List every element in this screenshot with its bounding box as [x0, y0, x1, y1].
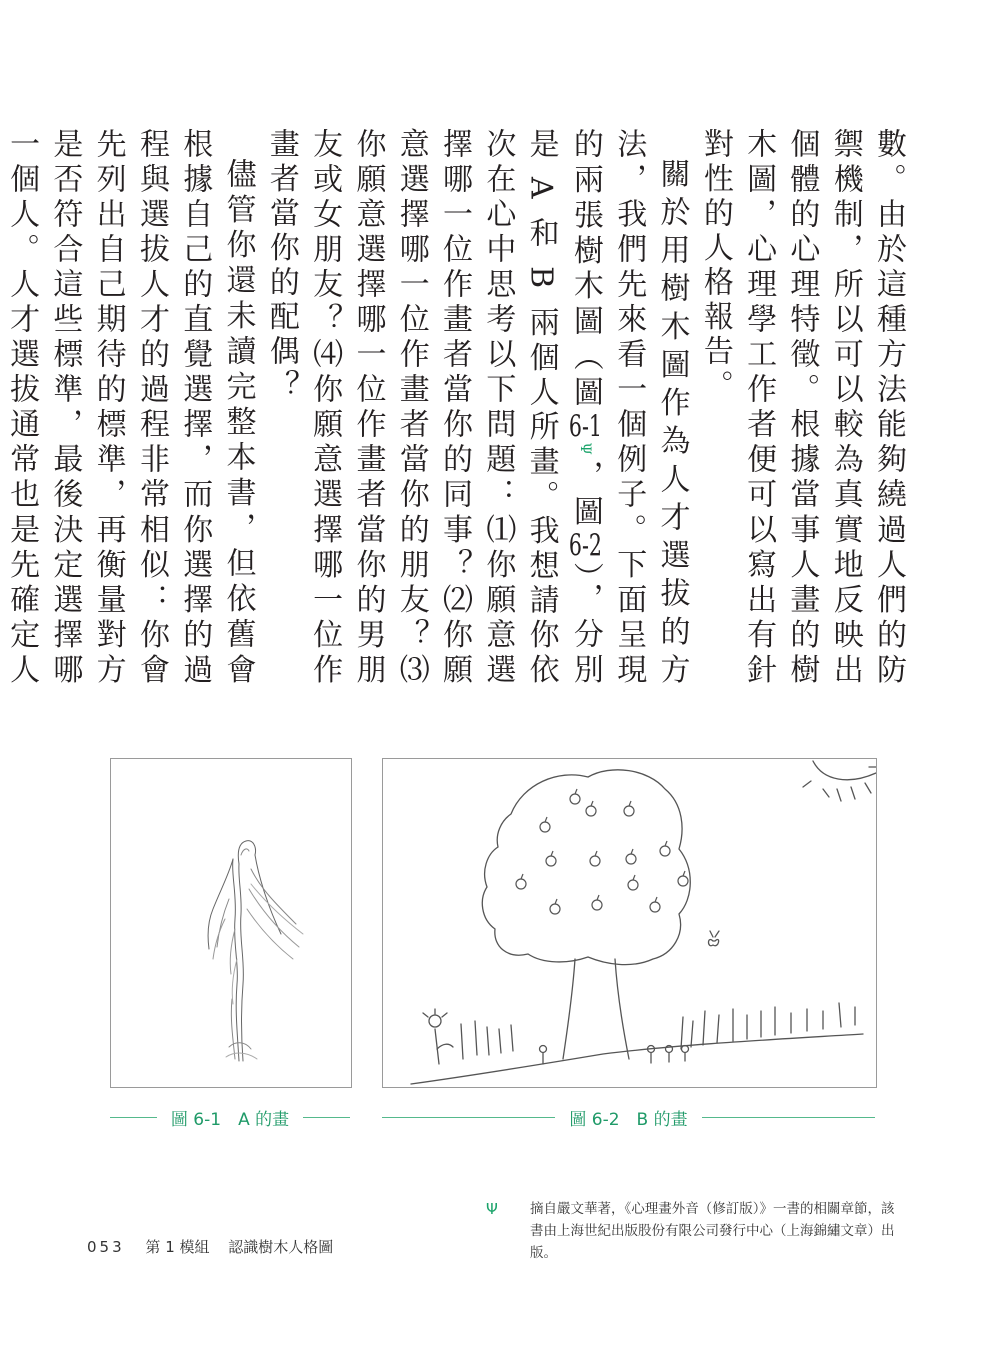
paragraph-2-part-b: ，圖	[567, 459, 603, 532]
page-number: 053	[87, 1238, 125, 1256]
caption-rule-left	[382, 1117, 555, 1118]
caption-rule-right	[303, 1117, 350, 1118]
caption-rule-right	[702, 1117, 875, 1118]
chapter-title: 認識樹木人格圖	[228, 1238, 334, 1256]
figure-6-1-caption	[110, 1103, 350, 1131]
figure-6-1-drawing	[110, 758, 352, 1088]
figure-6-2-drawing	[382, 758, 877, 1088]
paragraph-2-part-c: ），分別是 A 和 B 兩個人所畫。我想請你依次在心中思考以下問題：⑴你願意選擇哪一位作畫者當你的同事？⑵你願意選擇哪一位作畫者當你的朋友？⑶你願意選擇哪一位作畫者當你的男朋友或女朋友？⑷你願意選擇哪一位作畫者當你的配偶？	[263, 128, 603, 688]
apple-tree-with-sun-illustration	[383, 759, 876, 1087]
paragraph-2-part-a: 關於用樹木圖作為人才選拔的方法，我們先來看一個例子。下面呈現的兩張樹木圖（圖	[567, 128, 690, 688]
footnote	[486, 1198, 896, 1264]
caption-rule-left	[110, 1117, 157, 1118]
paragraph-2	[260, 128, 694, 688]
sketchy-tree-illustration	[111, 759, 351, 1087]
psi-icon: Ψ	[486, 1200, 498, 1218]
footnote-ref[interactable]: Ψ	[576, 442, 593, 460]
page-footer	[87, 1236, 333, 1257]
figure-6-2-caption	[382, 1103, 875, 1131]
figure-6-1-caption-text: 圖 6-1 A 的畫	[170, 1109, 290, 1130]
paragraph-3: 儘管你還未讀完整本書，但依舊會根據自己的直覺選擇，而你選擇的過程與選拔人才的過程非常相似：你會先列出自己期待的標準，再衡量對方是否符合這些標準，最後決定選擇哪一個人。人才選拔通常也是先確定人	[4, 128, 256, 688]
figure-ref-6-2: 6-2	[568, 531, 602, 562]
figure-6-2-caption-text: 圖 6-2 B 的畫	[569, 1109, 688, 1130]
body-text	[4, 128, 910, 688]
figure-ref-6-1: 6-1	[568, 411, 602, 442]
footnote-text: 摘自嚴文華著，《心理畫外音（修訂版）》一書的相關章節，該書由上海世紀出版股份有限公司發行中心（上海錦繡文章）出版。	[530, 1201, 895, 1261]
module-label: 第 1 模組	[145, 1238, 210, 1256]
paragraph-1: 數。由於這種方法能夠繞過人們的防禦機制，所以可以較為真實地反映出個體的心理特徵。根據當事人畫的樹木圖，心理學工作者便可以寫出有針對性的人格報告。	[697, 128, 906, 688]
